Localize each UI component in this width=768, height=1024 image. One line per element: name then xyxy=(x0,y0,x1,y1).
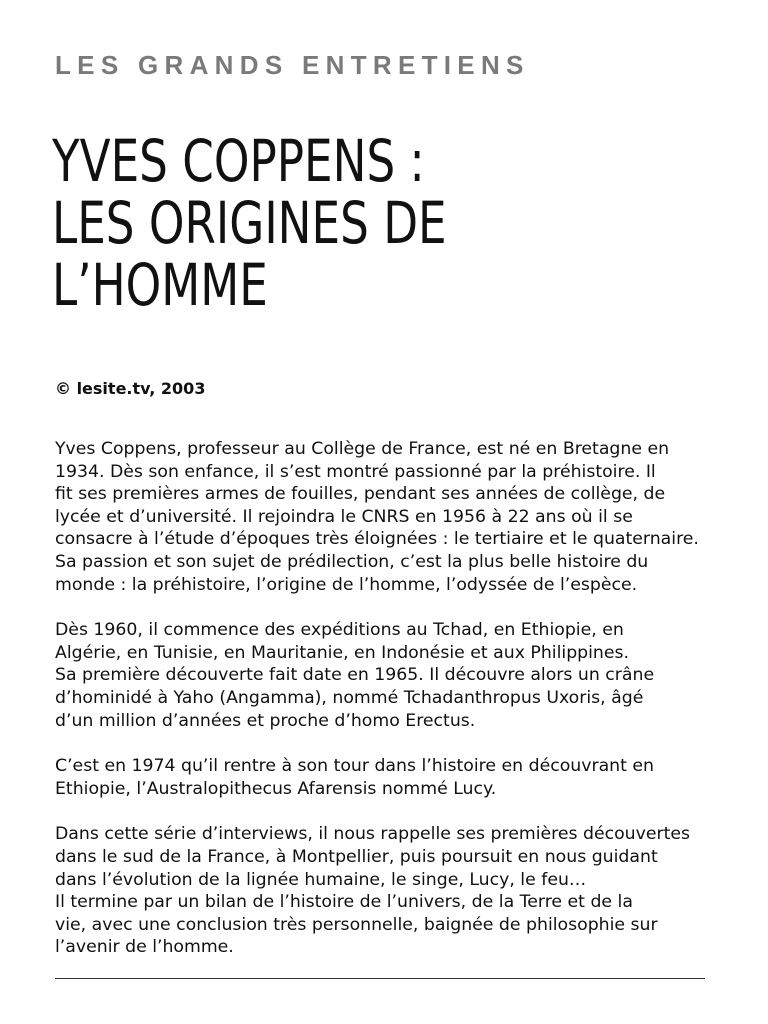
title-line: YVES COPPENS : xyxy=(52,127,425,195)
paragraph xyxy=(55,823,703,959)
text-line: Sa passion et son sujet de prédilection, c’est la plus belle histoire du xyxy=(55,551,649,572)
text-line: dans le sud de la France, à Montpellier, puis poursuit en nous guidant xyxy=(55,846,658,867)
text-line: Dès 1960, il commence des expéditions au Tchad, en Ethiopie, en xyxy=(55,620,624,641)
title-line: LES ORIGINES DE xyxy=(52,189,447,257)
text-line: d’hominidé à Yaho (Angamma), nommé Tchadanthropus Uxoris, âgé xyxy=(55,687,644,708)
text-line: 1934. Dès son enfance, il s’est montré passionné par la préhistoire. Il xyxy=(55,461,656,482)
series-heading: LES GRANDS ENTRETIENS xyxy=(55,50,530,80)
text-line: consacre à l’étude d’époques très éloignées : le tertiaire et le quaternaire. xyxy=(55,529,699,550)
text-line: dans l’évolution de la lignée humaine, le singe, Lucy, le feu… xyxy=(55,869,587,890)
text-line: Il termine par un bilan de l’histoire de l’univers, de la Terre et de la xyxy=(55,892,633,913)
paragraph xyxy=(55,438,703,596)
page-title xyxy=(52,127,447,319)
paragraph xyxy=(55,755,703,800)
footer-divider xyxy=(55,978,705,979)
text-line: fit ses premières armes de fouilles, pendant ses années de collège, de xyxy=(55,484,666,505)
paragraph xyxy=(55,619,703,732)
text-line: d’un million d’années et proche d’homo Erectus. xyxy=(55,710,476,731)
text-line: Algérie, en Tunisie, en Mauritanie, en Indonésie et aux Philippines. xyxy=(55,642,630,663)
copyright-notice: © lesite.tv, 2003 xyxy=(55,379,206,398)
text-line: lycée et d’université. Il rejoindra le CNRS en 1956 à 22 ans où il se xyxy=(55,506,633,527)
text-line: monde : la préhistoire, l’origine de l’homme, l’odyssée de l’espèce. xyxy=(55,574,638,595)
text-line: Yves Coppens, professeur au Collège de France, est né en Bretagne en xyxy=(55,439,670,459)
text-line: l’avenir de l’homme. xyxy=(55,937,234,958)
text-line: Ethiopie, l’Australopithecus Afarensis nommé Lucy. xyxy=(55,778,497,799)
text-line: Sa première découverte fait date en 1965. Il découvre alors un crâne xyxy=(55,665,655,686)
text-line: Dans cette série d’interviews, il nous rappelle ses premières découvertes xyxy=(55,824,690,845)
text-line: C’est en 1974 qu’il rentre à son tour dans l’histoire en découvrant en xyxy=(55,756,654,777)
title-line: L’HOMME xyxy=(52,251,268,319)
text-line: vie, avec une conclusion très personnelle, baignée de philosophie sur xyxy=(55,914,658,935)
body-text xyxy=(55,438,703,982)
